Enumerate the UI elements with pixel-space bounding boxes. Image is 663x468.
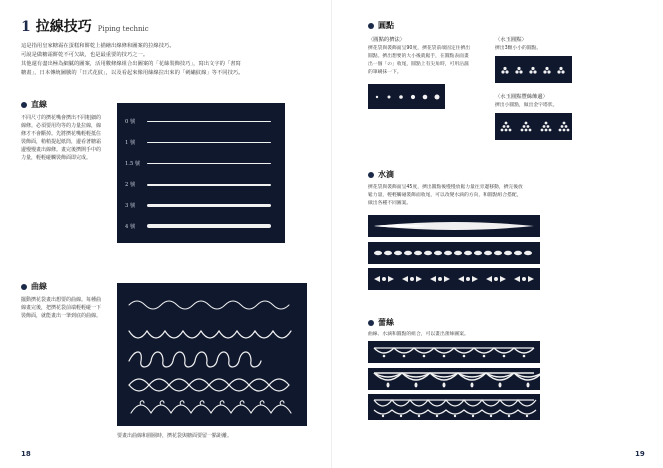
drops-heading: 水滴 xyxy=(368,169,394,180)
right-page xyxy=(332,0,663,468)
bullet-dot-icon xyxy=(21,284,27,290)
bullet-dot-icon xyxy=(368,172,374,178)
piped-line-1 xyxy=(147,142,271,143)
drops-row-graphic xyxy=(368,215,540,237)
drops-description: 擠花袋與裝飾面呈45度，擠出圓點後慢慢放鬆力量往旁邊移動，擠完後放 鬆力量，輕輕觸碰裝飾面收尾，可以改變水滴的方向，和圓點組合搭配， 做出各種不同圖案。 xyxy=(368,185,523,206)
piped-line-0 xyxy=(147,121,271,122)
lace-scallop-graphic xyxy=(368,341,540,363)
straight-lines-photo xyxy=(117,103,285,243)
size-label: 3 號 xyxy=(125,203,136,209)
intro-line: 其他還有盡出極為細膩的圖案，活用數條線組合出圖案的「花絲裝飾技巧」，寫出文字的「書寫 xyxy=(21,61,241,67)
page-number-right: 19 xyxy=(635,450,645,458)
drops-photo-3 xyxy=(368,268,540,290)
size-label: 2 號 xyxy=(125,182,136,188)
lace-swag-graphic xyxy=(368,368,540,390)
intro-line: 可說是做糖霜餅乾不可欠缺，也是最重要的技巧之一。 xyxy=(21,52,149,58)
chapter-title xyxy=(21,16,149,36)
page-number-left: 18 xyxy=(21,450,31,458)
drops-motif-graphic xyxy=(368,268,540,290)
intro-paragraph xyxy=(21,42,306,78)
lace-description: 曲線、水滴和圓點的組合，可以畫出蕾絲圖案。 xyxy=(368,332,469,337)
lace-heading: 蕾絲 xyxy=(368,317,394,328)
bullet-dot-icon xyxy=(368,320,374,326)
polka-dots-graphic xyxy=(495,56,572,83)
polka-dots-title: 〈水玉圓點〉 xyxy=(495,37,527,43)
curve-samples-graphic xyxy=(117,283,307,426)
size-label: 4 號 xyxy=(125,224,136,230)
dots-method-text: 擠花袋與裝飾面呈90度，擠花袋前端固定住擠出 圓點。擠出想要的大小後就鬆手，在圓點表面畫 出一個「の」收尾，圓點上有尖角時，可用沾濕 的筆刷抹一下。 xyxy=(368,46,471,75)
intro-line: 這是指用皇家糖霜在蛋糕和餅乾上描繪出線條和圖案的拉線技巧。 xyxy=(21,43,175,49)
chapter-number: 1 xyxy=(21,19,31,35)
straight-heading: 直線 xyxy=(21,99,47,110)
drops-photo-1 xyxy=(368,215,540,237)
lace-photo-1 xyxy=(368,341,540,363)
drops-chain-graphic xyxy=(368,242,540,264)
intro-line: 糖畫」，日本傳統圖騰的「日式花紋」，以及看起來像用絲線拉出來的「刺繡紋線」等不同技巧。 xyxy=(21,70,244,76)
piped-line-3 xyxy=(147,204,271,207)
piped-line-2 xyxy=(147,184,271,186)
lace-photo-2 xyxy=(368,368,540,390)
bullet-dot-icon xyxy=(368,23,374,29)
curve-description: 擺動擠花袋畫出想要的曲線。每種曲 線畫完後，把擠花袋前端輕輕碰一下 裝飾面，就能畫出一筆到底的曲線。 xyxy=(21,297,102,319)
dots-heading: 圓點 xyxy=(368,20,394,31)
piped-line-1-5 xyxy=(147,163,271,164)
polka-dots-text: 擠出3顆小小的圓點。 xyxy=(495,46,542,51)
bullet-dot-icon xyxy=(21,102,27,108)
drops-photo-2 xyxy=(368,242,540,264)
size-label: 1 號 xyxy=(125,140,136,146)
curve-heading: 曲線 xyxy=(21,281,47,292)
size-label: 1.5 號 xyxy=(125,161,141,167)
size-label: 0 號 xyxy=(125,119,136,125)
chapter-title-zh: 拉線技巧 xyxy=(35,19,92,35)
polka-lace-graphic xyxy=(495,113,572,140)
lace-filigree-graphic xyxy=(368,394,540,420)
chapter-title-en: Piping technic xyxy=(97,25,149,33)
dots-method-title: 〈圓點的擠法〉 xyxy=(368,37,406,43)
lace-photo-3 xyxy=(368,394,540,420)
polka-lace-photo xyxy=(495,113,572,140)
polka-dots-photo xyxy=(495,56,572,83)
dots-graphic xyxy=(368,84,445,109)
left-page xyxy=(0,0,331,468)
curve-caption: 要畫出曲線和圓圈時，擠花袋與糖面要留一點距離。 xyxy=(117,433,233,439)
straight-description: 不同尺寸的擠花嘴會擠出不同粗細的 線條。必須要用均等的力量拉線，線 條才不會斷掉。先將擠花嘴輕輕抵住 裝飾面，稍稍提起紙筒，邊看著糖霜 邊慢慢畫出線條。畫完後擠開手中的 力量，輕輕碰觸裝飾面即完成。 xyxy=(21,115,102,161)
piped-line-4 xyxy=(147,224,271,228)
curve-lines-photo xyxy=(117,283,307,426)
polka-lace-text: 擠出小圓點，做出金字塔狀。 xyxy=(495,103,558,108)
dots-photo xyxy=(368,84,445,109)
polka-lace-title: 〈水玉圓點豐絲飾邊〉 xyxy=(495,94,548,100)
